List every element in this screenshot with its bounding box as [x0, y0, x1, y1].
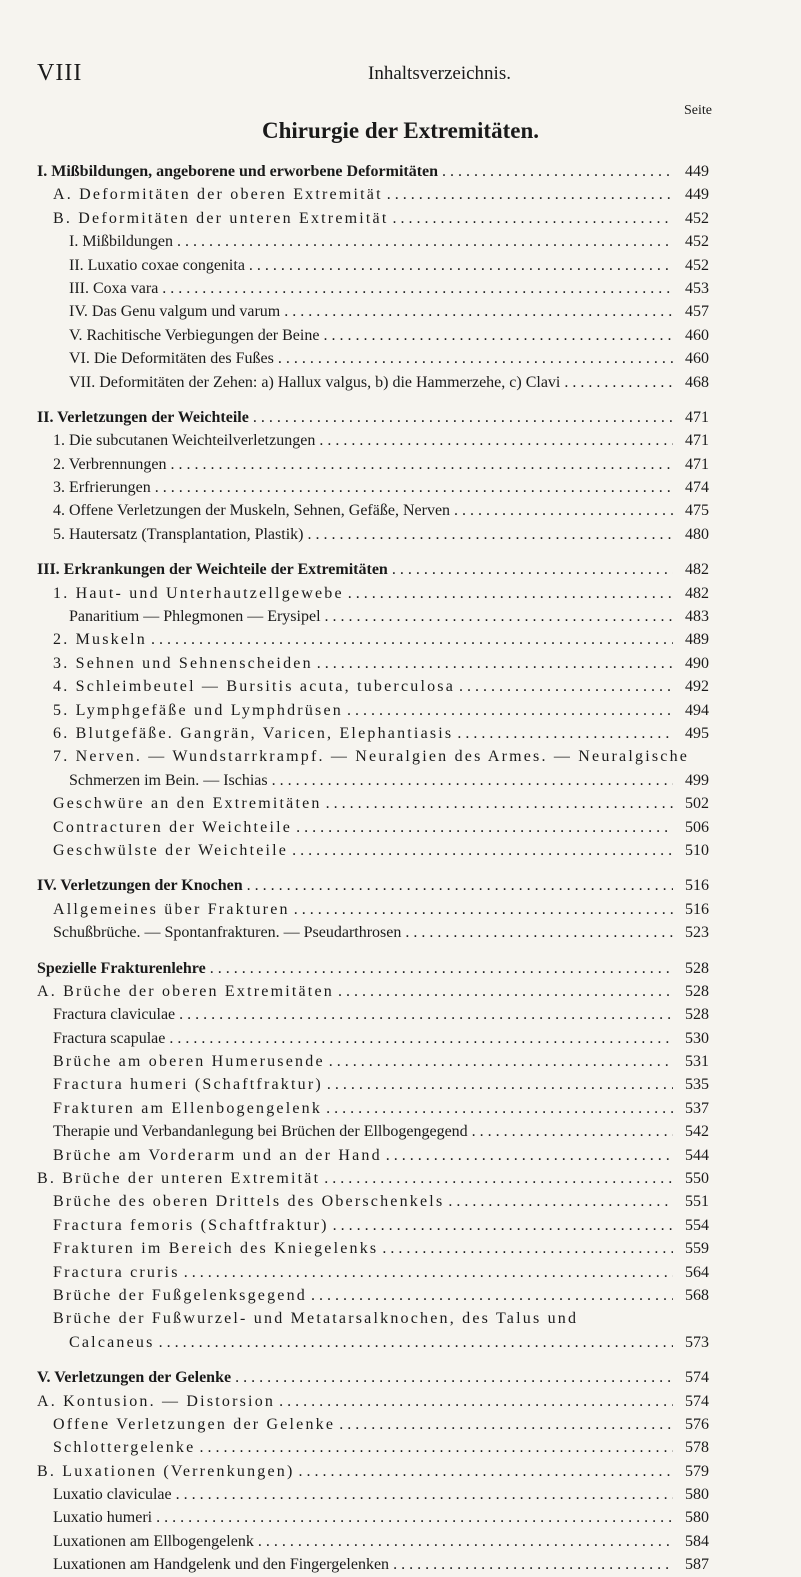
dot-leader — [294, 898, 673, 921]
toc-entry — [37, 453, 709, 476]
toc-entry-label: 1. Die subcutanen Weichteilverletzungen — [53, 432, 316, 450]
toc-entry-page: 584 — [685, 1532, 709, 1550]
dot-leader — [392, 558, 673, 581]
dot-leader — [327, 1073, 673, 1096]
dot-leader — [169, 1027, 673, 1050]
toc-entry-label: B. Luxationen (Verrenkungen) — [37, 1462, 295, 1480]
toc-entry-page: 460 — [685, 326, 709, 344]
dot-leader — [393, 1553, 673, 1576]
toc-entry — [37, 1190, 709, 1213]
toc-entry-page: 489 — [685, 631, 709, 649]
toc-entry — [37, 898, 709, 921]
toc-entry-label: VII. Deformitäten der Zehen: a) Hallux valgus, b) die Hammerzehe, c) Clavi — [69, 373, 561, 391]
toc-entry-page: 516 — [685, 900, 709, 918]
toc-entry-label: II. Luxatio coxae congenita — [69, 256, 245, 274]
toc-entry-page: 564 — [685, 1263, 709, 1281]
dot-leader — [459, 675, 673, 698]
toc-entry-page: 576 — [685, 1415, 709, 1433]
toc-entry — [37, 1050, 709, 1073]
dot-leader — [151, 628, 673, 651]
toc-entry — [37, 957, 709, 980]
toc-entry-page: 457 — [685, 303, 709, 321]
dot-leader — [457, 722, 673, 745]
toc-entry — [37, 1027, 709, 1050]
dot-leader — [324, 1167, 673, 1190]
dot-leader — [317, 652, 673, 675]
toc-entry — [37, 324, 709, 347]
toc-entry — [37, 980, 709, 1003]
toc-entry-page: 502 — [685, 795, 709, 813]
toc-entry-page: 452 — [685, 209, 709, 227]
toc-entry-page: 510 — [685, 841, 709, 859]
toc-entry-label: Geschwülste der Weichteile — [53, 841, 289, 859]
toc-entry-page: 574 — [685, 1369, 709, 1387]
dot-leader — [199, 1436, 673, 1459]
dot-leader — [284, 300, 673, 323]
toc-entry-label: Calcaneus — [69, 1333, 155, 1351]
dot-leader — [307, 523, 673, 546]
toc-entry-label: Luxatio claviculae — [53, 1486, 172, 1504]
dot-leader — [299, 1460, 673, 1483]
dot-leader — [564, 371, 673, 394]
toc-entry — [37, 371, 709, 394]
toc-entry-page: 468 — [685, 373, 709, 391]
toc-entry — [37, 1237, 709, 1260]
toc-entry-label: Fractura humeri (Schaftfraktur) — [53, 1076, 323, 1094]
toc-entry — [37, 1483, 709, 1506]
table-of-contents — [37, 160, 709, 1577]
toc-entry-page: 495 — [685, 724, 709, 742]
toc-entry-label: 5. Lymphgefäße und Lymphdrüsen — [53, 701, 343, 719]
section-gap — [37, 1354, 709, 1366]
toc-entry-page: 574 — [685, 1392, 709, 1410]
toc-entry-page: 523 — [685, 924, 709, 942]
toc-entry-label: VI. Die Deformitäten des Fußes — [69, 350, 274, 368]
toc-entry-label: IV. Das Genu valgum und varum — [69, 303, 281, 321]
page-title: Chirurgie der Extremitäten. — [261, 118, 539, 143]
toc-entry-label: 1. Haut- und Unterhautzellgewebe — [53, 584, 344, 602]
toc-entry-label: Panaritium — Phlegmonen — Erysipel — [69, 608, 321, 626]
toc-entry-label: A. Kontusion. — Distorsion — [37, 1392, 276, 1410]
toc-entry-label: Offene Verletzungen der Gelenke — [53, 1415, 336, 1433]
toc-entry-label: 2. Muskeln — [53, 631, 147, 649]
toc-entry-label: Therapie und Verbandanlegung bei Brüchen der Ellbogengegend — [53, 1123, 468, 1141]
toc-entry-page: 554 — [685, 1216, 709, 1234]
toc-entry-label: III. Coxa vara — [69, 279, 159, 297]
toc-entry — [37, 1460, 709, 1483]
toc-entry-label: 3. Sehnen und Sehnenscheiden — [53, 654, 313, 672]
toc-entry-label: Luxatio humeri — [53, 1509, 153, 1527]
dot-leader — [177, 230, 673, 253]
toc-entry-label: B. Deformitäten der unteren Extremität — [53, 209, 389, 227]
toc-entry — [37, 652, 709, 675]
toc-entry — [37, 277, 709, 300]
toc-entry-page: 537 — [685, 1099, 709, 1117]
running-title: Inhaltsverzeichnis. — [368, 63, 511, 84]
dot-leader — [170, 453, 673, 476]
toc-entry-label: 4. Offene Verletzungen der Muskeln, Sehnen, Gefäße, Nerven — [53, 502, 451, 520]
toc-entry — [37, 628, 709, 651]
toc-entry-page: 471 — [685, 408, 709, 426]
toc-entry — [37, 300, 709, 323]
toc-entry — [37, 605, 709, 628]
dot-leader — [156, 1506, 673, 1529]
toc-entry-page: 474 — [685, 479, 709, 497]
toc-entry-page: 542 — [685, 1123, 709, 1141]
toc-entry — [37, 160, 709, 183]
toc-entry-label: Luxationen am Ellbogengelenk — [53, 1532, 254, 1550]
toc-entry-label: Fractura femoris (Schaftfraktur) — [53, 1216, 329, 1234]
toc-entry — [37, 406, 709, 429]
toc-entry-label: Spezielle Frakturenlehre — [37, 959, 206, 977]
toc-entry-page: 528 — [685, 1006, 709, 1024]
toc-entry-label: Frakturen im Bereich des Kniegelenks — [53, 1240, 379, 1258]
toc-entry-label: V. Rachitische Verbiegungen der Beine — [69, 326, 320, 344]
toc-entry — [37, 1097, 709, 1120]
toc-entry-label: 5. Hautersatz (Transplantation, Plastik) — [53, 525, 304, 543]
dot-leader — [311, 1284, 673, 1307]
toc-entry-label: 6. Blutgefäße. Gangrän, Varicen, Elephantiasis — [53, 724, 454, 742]
toc-entry — [37, 254, 709, 277]
toc-entry-page: 531 — [685, 1053, 709, 1071]
toc-entry — [37, 1436, 709, 1459]
dot-leader — [247, 874, 673, 897]
toc-entry — [37, 1144, 709, 1167]
dot-leader — [278, 347, 673, 370]
section-gap — [37, 546, 709, 558]
toc-entry-label: III. Erkrankungen der Weichteile der Extremitäten — [37, 561, 388, 579]
toc-entry — [37, 476, 709, 499]
toc-entry-label: A. Brüche der oberen Extremitäten — [37, 982, 334, 1000]
toc-entry-page: 482 — [685, 561, 709, 579]
toc-entry-label: Brüche der Fußwurzel- und Metatarsalknochen, des Talus und — [53, 1310, 579, 1328]
dot-leader — [279, 1390, 673, 1413]
toc-entry — [37, 1003, 709, 1026]
dot-leader — [387, 183, 673, 206]
toc-entry-page: 492 — [685, 678, 709, 696]
toc-entry-page: 480 — [685, 525, 709, 543]
dot-leader — [454, 499, 673, 522]
toc-entry — [37, 839, 709, 862]
toc-entry — [37, 558, 709, 581]
toc-entry-label: Brüche am oberen Humerusende — [53, 1053, 325, 1071]
toc-entry-page: 551 — [685, 1193, 709, 1211]
toc-entry-label: II. Verletzungen der Weichteile — [37, 408, 249, 426]
toc-entry-page: 568 — [685, 1286, 709, 1304]
toc-entry — [37, 1530, 709, 1553]
toc-entry-page: 544 — [685, 1146, 709, 1164]
toc-entry — [37, 582, 709, 605]
dot-leader — [210, 957, 673, 980]
toc-entry-page: 471 — [685, 455, 709, 473]
toc-entry-label: Luxationen am Handgelenk und den Fingergelenken — [53, 1556, 390, 1574]
toc-entry — [37, 347, 709, 370]
toc-entry-label: 3. Erfrierungen — [53, 479, 151, 497]
dot-leader — [442, 160, 673, 183]
dot-leader — [292, 839, 673, 862]
toc-entry-page: 471 — [685, 432, 709, 450]
toc-entry-page: 453 — [685, 279, 709, 297]
toc-entry — [37, 1553, 709, 1576]
toc-entry-page: 580 — [685, 1486, 709, 1504]
toc-entry-label: Brüche am Vorderarm und an der Hand — [53, 1146, 382, 1164]
dot-leader — [339, 1413, 673, 1436]
toc-entry — [37, 745, 709, 768]
dot-leader — [329, 1050, 673, 1073]
toc-entry-page: 449 — [685, 163, 709, 180]
toc-entry — [37, 1413, 709, 1436]
toc-entry-label: A. Deformitäten der oberen Extremität — [53, 186, 383, 204]
toc-entry-label: Contracturen der Weichteile — [53, 818, 293, 836]
toc-entry — [37, 429, 709, 452]
toc-entry-label: Fractura claviculae — [53, 1006, 176, 1024]
toc-entry — [37, 921, 709, 944]
toc-entry-label: IV. Verletzungen der Knochen — [37, 877, 243, 895]
dot-leader — [159, 1331, 673, 1354]
toc-entry — [37, 816, 709, 839]
toc-entry-label: 2. Verbrennungen — [53, 455, 167, 473]
toc-entry-page: 460 — [685, 350, 709, 368]
toc-entry — [37, 1214, 709, 1237]
toc-entry — [37, 1120, 709, 1143]
toc-entry-page: 530 — [685, 1029, 709, 1047]
dot-leader — [348, 582, 673, 605]
toc-entry — [37, 1307, 709, 1330]
dot-leader — [325, 605, 673, 628]
dot-leader — [326, 1097, 673, 1120]
dot-leader — [319, 429, 673, 452]
toc-entry-label: Schußbrüche. — Spontanfrakturen. — Pseudarthrosen — [53, 924, 402, 942]
dot-leader — [338, 980, 673, 1003]
toc-entry-page: 483 — [685, 608, 709, 626]
toc-entry — [37, 523, 709, 546]
toc-entry — [37, 699, 709, 722]
toc-entry — [37, 207, 709, 230]
toc-entry — [37, 874, 709, 897]
toc-entry-page: 580 — [685, 1509, 709, 1527]
toc-entry-page: 490 — [685, 654, 709, 672]
dot-leader — [235, 1366, 673, 1389]
toc-entry-page: 579 — [685, 1462, 709, 1480]
toc-entry-label: Schmerzen im Bein. — Ischias — [69, 771, 268, 789]
dot-leader — [323, 324, 673, 347]
toc-entry — [37, 1506, 709, 1529]
dot-leader — [176, 1483, 673, 1506]
section-gap — [37, 862, 709, 874]
dot-leader — [347, 699, 673, 722]
dot-leader — [333, 1214, 673, 1237]
toc-entry — [37, 1073, 709, 1096]
dot-leader — [448, 1190, 673, 1213]
toc-entry-page: 475 — [685, 502, 709, 520]
toc-entry-label: Fractura scapulae — [53, 1029, 166, 1047]
dot-leader — [382, 1237, 673, 1260]
toc-entry — [37, 792, 709, 815]
toc-entry-page: 516 — [685, 877, 709, 895]
toc-entry-label: Geschwüre an den Extremitäten — [53, 795, 322, 813]
dot-leader — [184, 1261, 673, 1284]
toc-entry — [37, 1331, 709, 1354]
dot-leader — [472, 1120, 673, 1143]
toc-entry-page: 573 — [685, 1333, 709, 1351]
toc-entry-page: 494 — [685, 701, 709, 719]
toc-entry-page: 482 — [685, 584, 709, 602]
toc-entry-page: 452 — [685, 233, 709, 251]
toc-entry — [37, 1366, 709, 1389]
dot-leader — [296, 816, 673, 839]
dot-leader — [393, 207, 673, 230]
page-numeral: VIII — [37, 60, 83, 86]
toc-entry-label: Allgemeines über Frakturen — [53, 900, 290, 918]
dot-leader — [162, 277, 673, 300]
toc-entry — [37, 499, 709, 522]
dot-leader — [249, 254, 673, 277]
dot-leader — [253, 406, 673, 429]
dot-leader — [179, 1003, 673, 1026]
toc-entry-page: 587 — [685, 1556, 709, 1574]
toc-entry — [37, 1284, 709, 1307]
toc-entry — [37, 675, 709, 698]
dot-leader — [272, 769, 673, 792]
toc-entry — [37, 230, 709, 253]
toc-entry-label: Frakturen am Ellenbogengelenk — [53, 1099, 323, 1117]
toc-entry-page: 528 — [685, 959, 709, 977]
toc-entry-label: Brüche der Fußgelenksgegend — [53, 1286, 308, 1304]
toc-entry-page: 550 — [685, 1170, 709, 1188]
toc-entry-label: B. Brüche der unteren Extremität — [37, 1170, 321, 1188]
toc-entry — [37, 183, 709, 206]
toc-entry-page: 499 — [685, 771, 709, 789]
toc-entry-label: 7. Nerven. — Wundstarrkrampf. — Neuralgien des Armes. — Neuralgische — [53, 748, 690, 766]
toc-entry-page: 449 — [685, 186, 709, 204]
toc-entry-page: 452 — [685, 256, 709, 274]
section-gap — [37, 394, 709, 406]
toc-entry — [37, 1390, 709, 1413]
toc-entry-page: 559 — [685, 1240, 709, 1258]
toc-entry — [37, 769, 709, 792]
toc-entry-label: I. Mißbildungen, angeborene und erworbene Deformitäten — [37, 163, 439, 180]
toc-entry-label: V. Verletzungen der Gelenke — [37, 1369, 232, 1387]
dot-leader — [155, 476, 673, 499]
toc-entry-page: 528 — [685, 982, 709, 1000]
toc-entry-page: 578 — [685, 1439, 709, 1457]
dot-leader — [258, 1530, 673, 1553]
toc-entry-label: Fractura cruris — [53, 1263, 180, 1281]
seite-label: Seite — [684, 103, 712, 118]
dot-leader — [405, 921, 673, 944]
toc-entry-label: Brüche des oberen Drittels des Oberschenkels — [53, 1193, 445, 1211]
toc-entry — [37, 722, 709, 745]
toc-entry-page: 535 — [685, 1076, 709, 1094]
dot-leader — [326, 792, 673, 815]
toc-entry — [37, 1261, 709, 1284]
toc-entry-label: Schlottergelenke — [53, 1439, 196, 1457]
toc-entry-label: 4. Schleimbeutel — Bursitis acuta, tuberculosa — [53, 678, 456, 696]
toc-entry-page: 506 — [685, 818, 709, 836]
toc-entry — [37, 1167, 709, 1190]
toc-entry-label: I. Mißbildungen — [69, 233, 173, 251]
dot-leader — [386, 1144, 673, 1167]
section-gap — [37, 945, 709, 957]
